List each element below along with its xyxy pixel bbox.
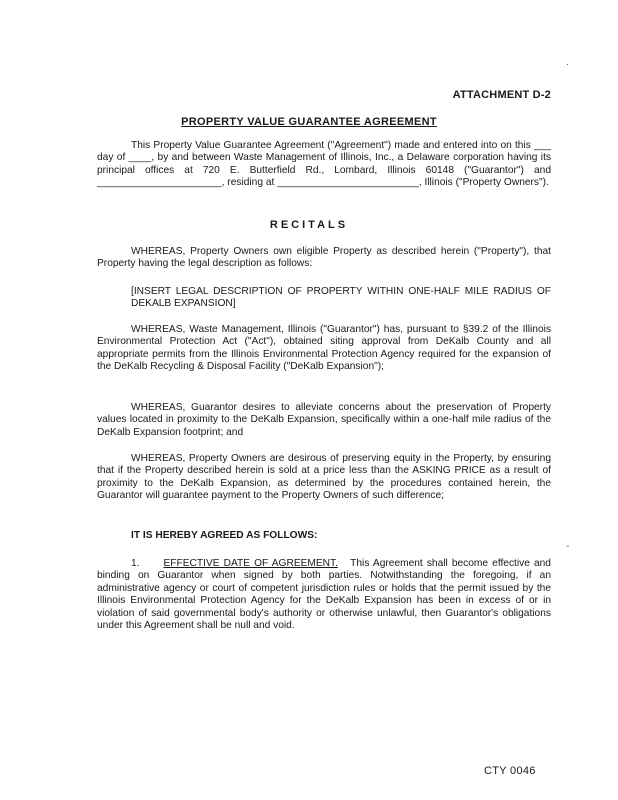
document-title: PROPERTY VALUE GUARANTEE AGREEMENT xyxy=(181,116,437,128)
agreed-heading: IT IS HEREBY AGREED AS FOLLOWS: xyxy=(131,530,318,541)
scan-mark-top: . xyxy=(566,57,569,68)
attachment-label: ATTACHMENT D-2 xyxy=(452,89,551,101)
recitals-heading: RECITALS xyxy=(269,219,349,231)
whereas-preserving-equity: WHEREAS, Property Owners are desirous of preserving equity in the Property, by ensuring that if the Property described herein is sold at a price less than the ASKING PRICE as a result of proximity to the DeKalb Expansion, as determined by the procedures contained herein, the Guarantor will guarantee payment to the Property Owners of such difference; xyxy=(97,453,551,502)
section-1-heading: EFFECTIVE DATE OF AGREEMENT. xyxy=(163,558,338,569)
whereas-guarantor-siting: WHEREAS, Waste Management, Illinois ("Guarantor") has, pursuant to §39.2 of the Illinois Environmental Protection Act ("Act"), obtained siting approval from DeKalb County and all appropriate permits from the Illinois Environmental Protection Agency required for the expansion of the DeKalb Recycling & Disposal Facility ("DeKalb Expansion"); xyxy=(97,324,551,373)
section-1-text: This Agreement shall become effective and binding on Guarantor when signed by both parties. Notwithstanding the foregoing, if an administrative agency or court of competent jurisdiction rules or holds that the permit issued by the Illinois Environmental Protection Agency for the DeKalb Expansion has been in excess of or in violation of said governmental body's authority or otherwise unlawful, then Guarantor's obligations under this Agreement shall be null and void. xyxy=(97,558,551,632)
bates-number: CTY 0046 xyxy=(484,765,536,777)
scan-mark-mid: - xyxy=(566,541,570,552)
whereas-property-owners: WHEREAS, Property Owners own eligible Property as described herein ("Property"), that Property having the legal description as follows: xyxy=(97,246,551,270)
intro-paragraph: This Property Value Guarantee Agreement ("Agreement") made and entered into on this ___ day of ____, by and between Waste Management of Illinois, Inc., a Delaware corporation having its principal offices at 720 E. Butterfield Rd., Lombard, Illinois 60148 ("Guarantor") and ______________________, residing at _________________________, Illinois ("Property Owners"). xyxy=(97,140,551,189)
whereas-alleviate-concerns: WHEREAS, Guarantor desires to alleviate concerns about the preservation of Property values located in proximity to the DeKalb Expansion, specifically within a one-half mile radius of the DeKalb Expansion footprint; and xyxy=(97,402,551,438)
insert-legal-description: [INSERT LEGAL DESCRIPTION OF PROPERTY WITHIN ONE-HALF MILE RADIUS OF DEKALB EXPANSION] xyxy=(131,286,551,310)
section-1-number: 1. xyxy=(131,558,140,569)
section-1-paragraph xyxy=(97,558,551,632)
